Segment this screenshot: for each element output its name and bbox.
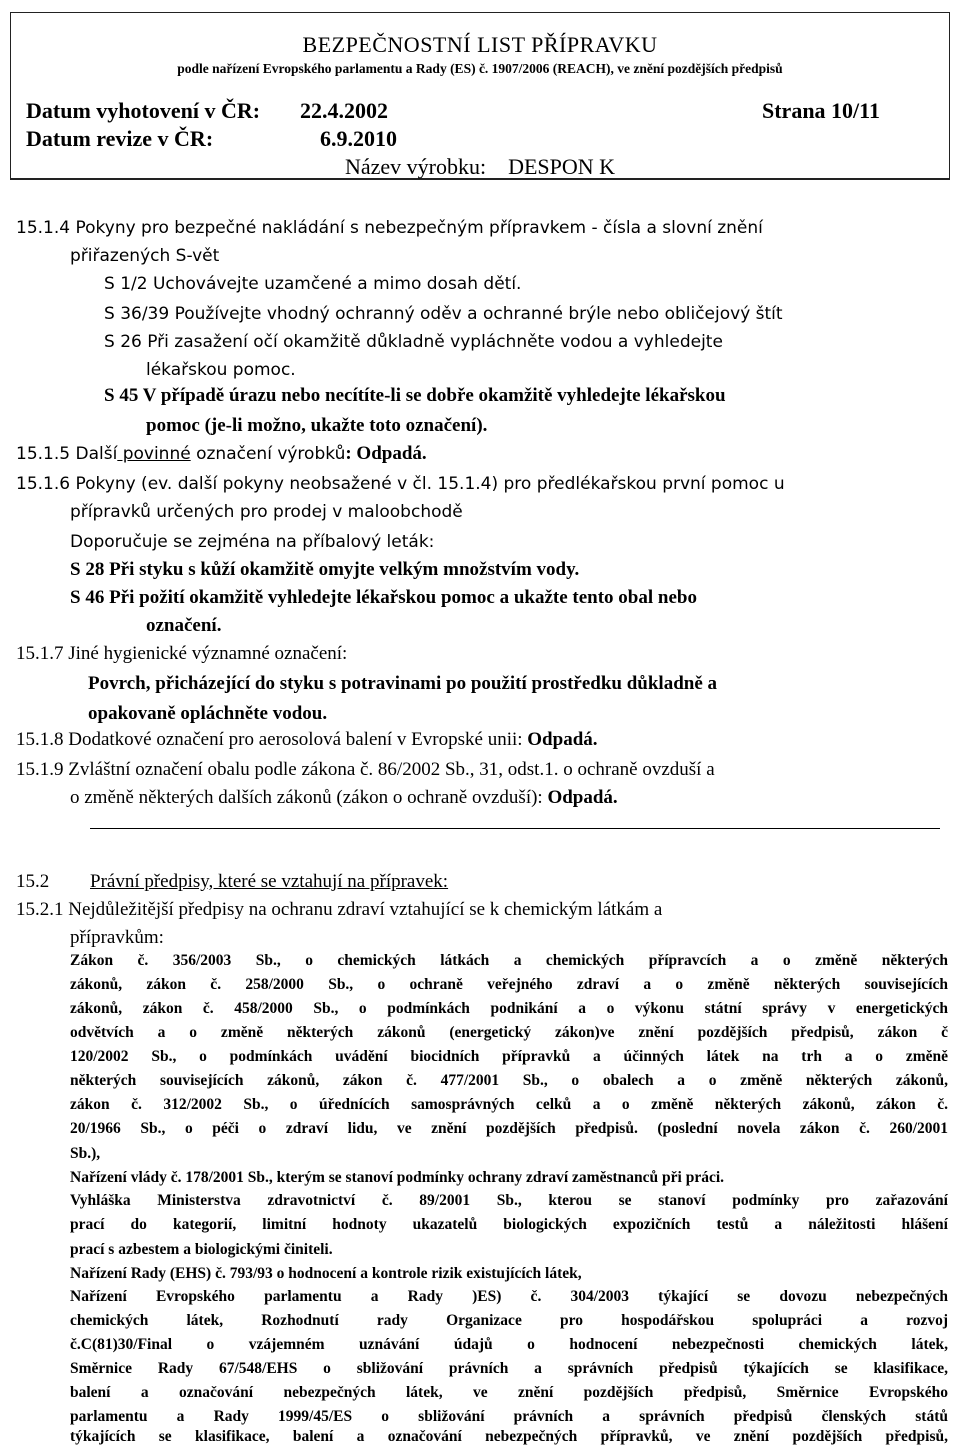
- document-subtitle: podle nařízení Evropského parlamentu a Rady (ES) č. 1907/2006 (REACH), ve znění pozdějších předpisů: [177, 61, 783, 76]
- section-15-1-9-value: Odpadá.: [547, 787, 618, 808]
- s-phrase-46-line2: označení.: [146, 615, 222, 636]
- law-line: Nařízení vlády č. 178/2001 Sb., kterým se stanoví podmínky ochrany zdraví zaměstnanců při práci.: [70, 1169, 725, 1186]
- law-line: Nařízení Rady (EHS) č. 793/93 o hodnocení a kontrole rizik existujících látek,: [70, 1265, 582, 1282]
- section-divider: [90, 828, 940, 829]
- section-15-1-8: [16, 728, 598, 752]
- section-15-1-7-line1: 15.1.7 Jiné hygienické významné označení:: [16, 643, 348, 664]
- section-15-1-7-bold2: opakovaně opláchněte vodou.: [88, 703, 328, 724]
- section-15-1-7-bold1: Povrch, přicházející do styku s potravinami po použití prostředku důkladně a: [88, 673, 718, 694]
- s-phrase-26-line2: lékařskou pomoc.: [146, 360, 296, 380]
- section-15-2-1-line2: přípravkům:: [70, 927, 164, 948]
- law-line: odvětvích a o změně některých zákonů (energetický zákon)ve znění pozdějších předpisů, zákon č: [70, 1024, 948, 1041]
- section-15-1-6-line3: Doporučuje se zejména na příbalový leták:: [70, 532, 435, 552]
- section-15-1-5: [16, 442, 427, 466]
- revision-date-label: Datum revize v ČR:: [26, 126, 214, 151]
- law-line: balení a označování nebezpečných látek, ve znění pozdějších předpisů, Směrnice Evropského: [70, 1384, 948, 1401]
- section-15-2-1-line1: 15.2.1 Nejdůležitější předpisy na ochranu zdraví vztahující se k chemickým látkám a: [16, 899, 663, 920]
- s-phrase-1-2: S 1/2 Uchovávejte uzamčené a mimo dosah dětí.: [104, 274, 522, 294]
- law-line: zákonů, zákon č. 458/2000 Sb., o podmínkách podnikání a o výkonu státní správy v energetických: [70, 1000, 948, 1017]
- section-15-2-heading: Právní předpisy, které se vztahují na přípravek:: [90, 871, 449, 892]
- law-line: některých souvisejících zákonů, zákon č. 477/2001 Sb., o obalech a o změně některých zákonů,: [70, 1072, 948, 1089]
- created-date-value: 22.4.2002: [300, 98, 388, 123]
- created-date-label: Datum vyhotovení v ČR:: [26, 98, 261, 123]
- section-15-1-5-underlined: povinné: [117, 444, 191, 464]
- law-line: č.C(81)30/Final o vzájemném uznávání údajů o hodnocení nebezpečnosti chemických látek,: [70, 1336, 948, 1353]
- section-15-1-4-line2: přiřazených S-vět: [70, 246, 220, 266]
- law-line: parlamentu a Rady 1999/45/ES o sbližování právních a správních předpisů členských států: [70, 1408, 948, 1425]
- law-line: Směrnice Rady 67/548/EHS o sbližování právních a správních předpisů týkajících se klasifikace,: [70, 1360, 948, 1377]
- law-line: zákon č. 312/2002 Sb., o úřednících samosprávných celků a o změně některých zákonů, zákon č.: [70, 1096, 948, 1113]
- section-15-1-8-text: 15.1.8 Dodatkové označení pro aerosolová balení v Evropské unii:: [16, 729, 528, 750]
- product-name-value: DESPON K: [508, 154, 616, 179]
- s-phrase-28: S 28 Při styku s kůží okamžitě omyjte velkým množstvím vody.: [70, 559, 580, 580]
- law-line: Sb.),: [70, 1145, 101, 1162]
- law-line: Nařízení Evropského parlamentu a Rady )ES) č. 304/2003 týkající se dovozu nebezpečných: [70, 1288, 948, 1305]
- law-line: Vyhláška Ministerstva zdravotnictví č. 89/2001 Sb., kterou se stanoví podmínky pro zařazování: [70, 1192, 948, 1209]
- product-name: [0, 154, 960, 180]
- law-line: 120/2002 Sb., o podmínkách uvádění biocidních přípravků a účinných látek na trh a o změně: [70, 1048, 948, 1065]
- section-15-1-6-line1: 15.1.6 Pokyny (ev. další pokyny neobsažené v čl. 15.1.4) pro předlékařskou první pomoc u: [16, 474, 785, 494]
- section-15-1-9-line2: [70, 786, 618, 810]
- law-line: prací s azbestem a biologickými činiteli.: [70, 1241, 333, 1258]
- section-15-1-5-value: : Odpadá.: [345, 443, 427, 464]
- page-header: [0, 0, 960, 183]
- product-name-label: Název výrobku:: [344, 154, 487, 179]
- s-phrase-36-39: S 36/39 Používejte vhodný ochranný oděv a ochranné brýle nebo obličejový štít: [104, 304, 783, 324]
- s-phrase-46-line1: S 46 Při požití okamžitě vyhledejte lékařskou pomoc a ukažte tento obal nebo: [70, 587, 697, 608]
- law-line: chemických látek, Rozhodnutí rady Organizace pro hospodářskou spolupráci a rozvoj: [70, 1312, 948, 1329]
- section-15-2-number: 15.2: [16, 871, 50, 892]
- section-15-1-9-text: o změně některých dalších zákonů (zákon o ochraně ovzduší):: [70, 787, 548, 808]
- law-line: zákonů, zákon č. 258/2000 Sb., o ochraně veřejného zdraví a o změně některých souvisejících: [70, 976, 948, 993]
- s-phrase-45-line1: S 45 V případě úrazu nebo necítíte-li se dobře okamžitě vyhledejte lékařskou: [104, 385, 726, 406]
- section-15-1-9-line1: 15.1.9 Zvláštní označení obalu podle zákona č. 86/2002 Sb., 31, odst.1. o ochraně ovzduší a: [16, 759, 715, 780]
- document-title: BEZPEČNOSTNÍ LIST PŘÍPRAVKU: [302, 32, 658, 57]
- section-15-1-4-line1: 15.1.4 Pokyny pro bezpečné nakládání s nebezpečným přípravkem - čísla a slovní znění: [16, 218, 763, 238]
- s-phrase-26-line1: S 26 Při zasažení očí okamžitě důkladně vypláchněte vodou a vyhledejte: [104, 332, 723, 352]
- revision-date-value: 6.9.2010: [320, 126, 397, 151]
- law-line: týkajících se klasifikace, balení a označování nebezpečných přípravků, ve znění pozdějších předpisů,: [70, 1428, 948, 1445]
- section-15-1-5-prefix: 15.1.5 Další: [16, 444, 118, 464]
- law-line: Zákon č. 356/2003 Sb., o chemických látkách a chemických přípravcích a o změně některých: [70, 952, 948, 969]
- law-line: prací do kategorií, limitní hodnoty ukazatelů biologických expozičních testů a náležitosti hlášení: [70, 1216, 948, 1233]
- page-number: Strana 10/11: [762, 98, 880, 123]
- section-15-1-6-line2: přípravků určených pro prodej v maloobchodě: [70, 502, 463, 522]
- s-phrase-45-line2: pomoc (je-li možno, ukažte toto označení).: [146, 415, 488, 436]
- section-15-1-5-text: označení výrobků: [190, 444, 346, 464]
- section-15-1-8-value: Odpadá.: [527, 729, 598, 750]
- law-line: 20/1966 Sb., o péči o zdraví lidu, ve znění pozdějších předpisů. (poslední novela zákon č. 260/2001: [70, 1120, 948, 1137]
